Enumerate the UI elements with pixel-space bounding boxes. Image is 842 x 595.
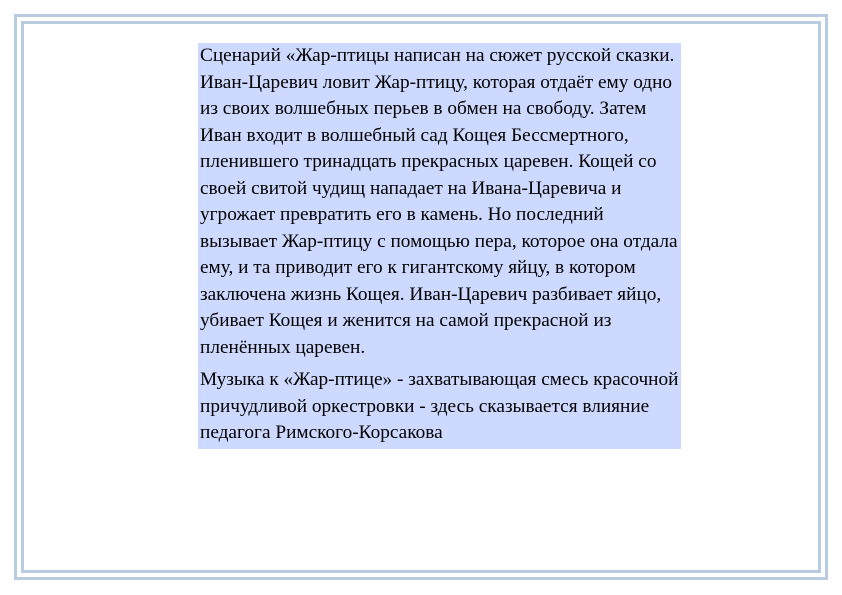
paragraph-music: Музыка к «Жар-птице» - захватывающая смесь красочной причудливой оркестровки - здесь сказывается влияние педагога Римского-Корсакова xyxy=(200,369,679,443)
paragraph-plot: Сценарий «Жар-птицы написан на сюжет русской сказки. Иван-Царевич ловит Жар-птицу, которая отдаёт ему одно из своих волшебных перьев в обмен на свободу. Затем Иван входит в волшебный сад Кощея Бессмертного, пленившего тринадцать прекрасных царевен. Кощей со своей свитой чудищ нападает на Ивана-Царевича и угрожает превратить его в камень. Но последний вызывает Жар-птицу с помощью пера, которое она отдала ему, и та приводит его к гигантскому яйцу, в котором заключена жизнь Кощея. Иван-Царевич разбивает яйцо, убивает Кощея и женится на самой прекрасной из пленённых царевен. xyxy=(200,45,678,358)
text-block xyxy=(198,43,681,449)
